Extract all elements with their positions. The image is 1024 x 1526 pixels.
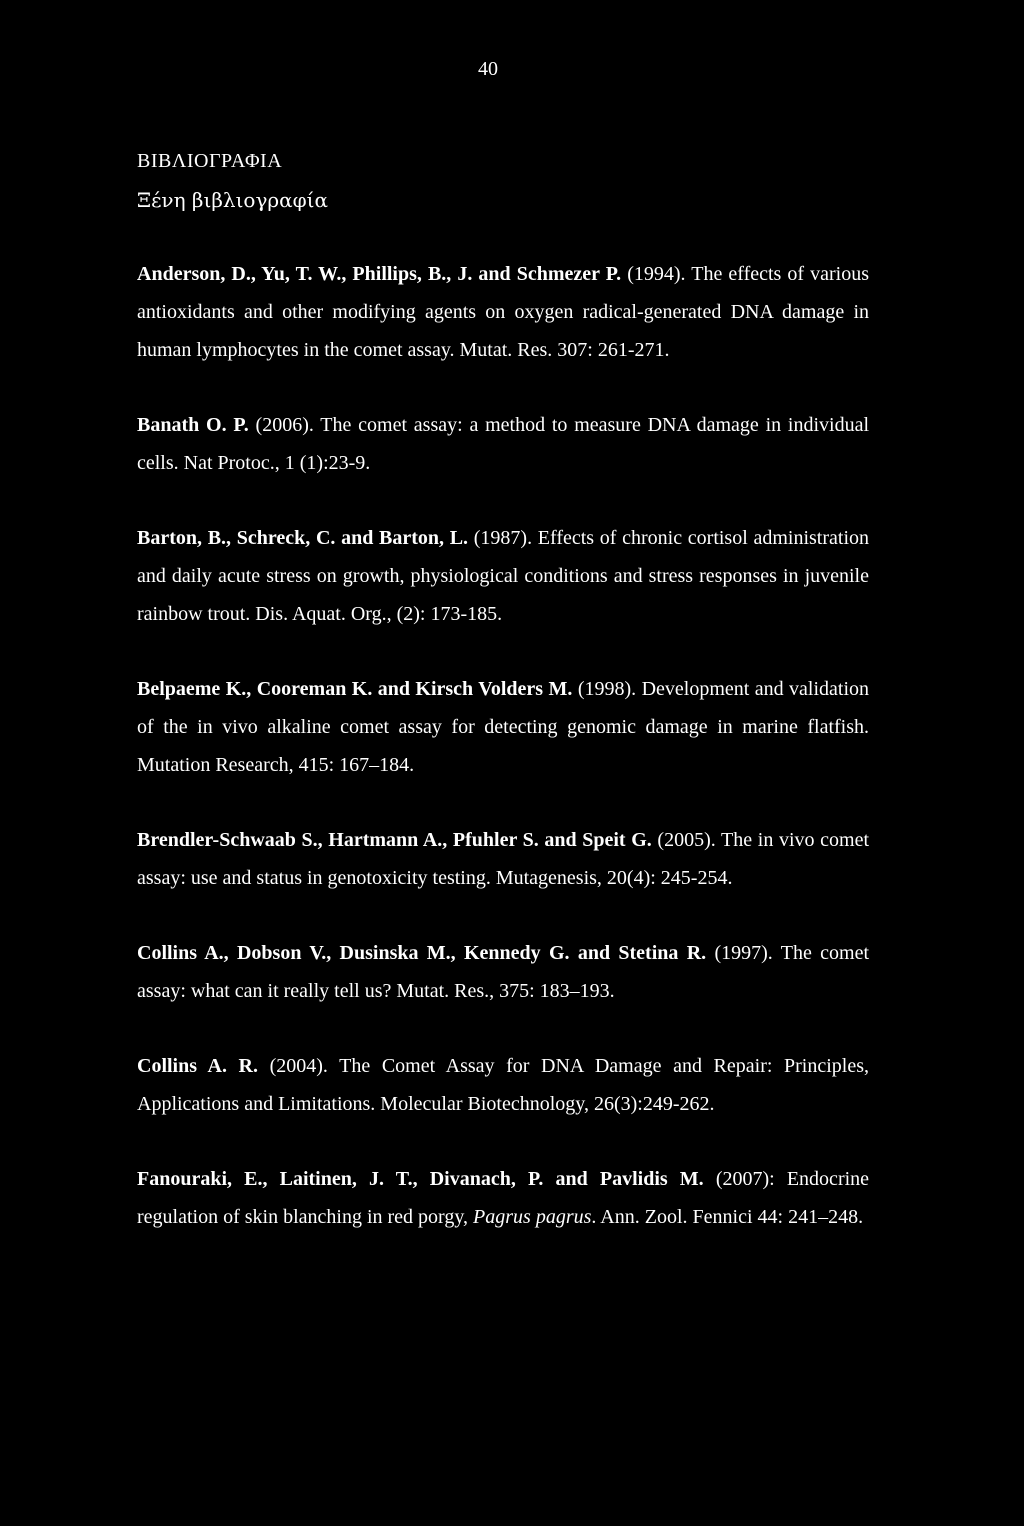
reference-text: The in vivo comet assay: use and status in genotoxicity testing. Mutagenesis, 20(4): 245-254.	[137, 829, 870, 889]
reference-text: The comet assay: a method to measure DNA damage in individual cells. Nat Protoc., 1 (1):23-9.	[137, 414, 870, 474]
reference-text: Development and validation of the in vivo alkaline comet assay for detecting genomic damage in marine flatfish. Mutation Research, 415: 167–184.	[137, 678, 870, 776]
reference-brendler-schwaab-2005	[137, 821, 869, 897]
reference-barton-1987	[137, 519, 869, 633]
reference-text: The Comet Assay for DNA Damage and Repair: Principles, Applications and Limitations. Molecular Biotechnology, 26(3):249-262.	[137, 1055, 870, 1115]
reference-authors: Brendler-Schwaab S., Hartmann A., Pfuhler S. and Speit G.	[137, 829, 652, 851]
reference-authors: Collins A. R.	[137, 1055, 258, 1077]
foreign-bibliography-subheading: Ξένη βιβλιογραφία	[137, 188, 329, 212]
bibliography-heading: ΒΙΒΛΙΟΓΡΑΦΙΑ	[137, 150, 283, 172]
reference-authors: Fanouraki, E., Laitinen, J. T., Divanach, P. and Pavlidis M.	[137, 1168, 704, 1190]
reference-year: (2006).	[255, 414, 314, 436]
reference-fanouraki-2007	[137, 1160, 869, 1236]
reference-year: (2005).	[657, 829, 716, 851]
reference-anderson-1994	[137, 255, 869, 369]
reference-collins-1997	[137, 934, 869, 1010]
reference-text: The effects of various antioxidants and other modifying agents on oxygen radical-generated DNA damage in human lymphocytes in the comet assay. Mutat. Res. 307: 261-271.	[137, 263, 870, 361]
reference-year: (2007):	[715, 1168, 775, 1190]
reference-authors: Banath O. P.	[137, 414, 249, 436]
reference-text: The comet assay: what can it really tell us? Mutat. Res., 375: 183–193.	[137, 942, 870, 1002]
reference-year: (2004).	[269, 1055, 328, 1077]
reference-year: (1998).	[577, 678, 637, 700]
reference-text: . Ann. Zool. Fennici 44: 241–248.	[591, 1206, 864, 1228]
reference-year: (1997).	[714, 942, 773, 964]
reference-authors: Barton, B., Schreck, C. and Barton, L.	[137, 527, 469, 549]
reference-text: Endocrine regulation of skin blanching in red porgy,	[137, 1168, 870, 1228]
reference-year: (1987).	[473, 527, 533, 549]
reference-collins-2004	[137, 1047, 869, 1123]
reference-authors: Collins A., Dobson V., Dusinska M., Kennedy G. and Stetina R.	[137, 942, 707, 964]
reference-year: (1994).	[627, 263, 686, 285]
page-number: 40	[478, 58, 498, 80]
reference-banath-2006	[137, 406, 869, 482]
reference-list	[137, 255, 869, 1273]
reference-text: Effects of chronic cortisol administration and daily acute stress on growth, physiological conditions and stress responses in juvenile rainbow trout. Dis. Aquat. Org., (2): 173-185.	[137, 527, 870, 625]
reference-authors: Belpaeme K., Cooreman K. and Kirsch Volders M.	[137, 678, 573, 700]
reference-species-name: Pagrus pagrus	[473, 1206, 592, 1228]
reference-authors: Anderson, D., Yu, T. W., Phillips, B., J. and Schmezer P.	[137, 263, 622, 285]
reference-belpaeme-1998	[137, 670, 869, 784]
